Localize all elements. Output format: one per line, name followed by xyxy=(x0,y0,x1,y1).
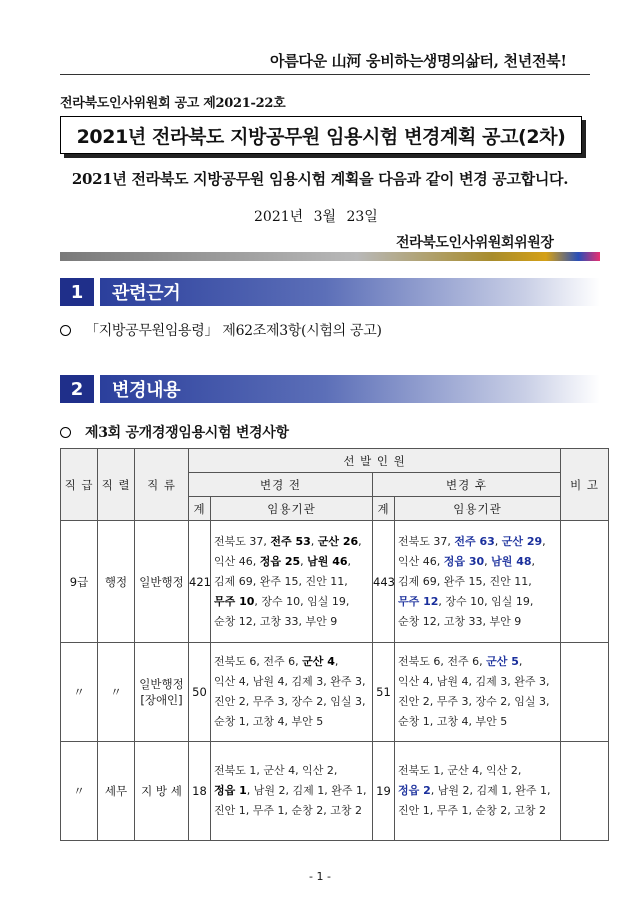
agency-text: , xyxy=(300,554,308,568)
agency-line xyxy=(398,781,557,801)
row-remarks xyxy=(561,521,609,643)
section-2-bar xyxy=(100,375,600,403)
agency-text: 순창 12, 고창 33, 부안 9 xyxy=(214,614,338,628)
table-row xyxy=(61,521,609,643)
row-after-agencies xyxy=(395,521,561,643)
row-before-total: 18 xyxy=(189,742,211,841)
agency-line xyxy=(398,712,557,732)
agency-text: , xyxy=(542,534,546,548)
row-after-total: 51 xyxy=(373,643,395,742)
section-2-header xyxy=(60,375,600,403)
agency-text: , 남원 2, 김제 1, 완주 1, xyxy=(430,784,551,797)
agency-line xyxy=(214,692,369,712)
changed-agency-count: 군산 4 xyxy=(302,655,335,668)
agency-line xyxy=(214,712,369,732)
row-before-total: 50 xyxy=(189,643,211,742)
circle-bullet-icon xyxy=(60,325,71,336)
notice-number: 전라북도인사위원회 공고 제2021-22호 xyxy=(60,96,286,111)
row-series: 세무 xyxy=(98,742,135,841)
row-grade: 〃 xyxy=(61,742,98,841)
agency-text: 순창 12, 고창 33, 부안 9 xyxy=(398,614,522,628)
row-before-agencies xyxy=(211,643,373,742)
changed-agency-count: 정읍 25 xyxy=(259,554,301,568)
agency-line xyxy=(398,652,557,672)
agency-line xyxy=(398,552,557,572)
agency-text: 전북도 6, 전주 6, xyxy=(214,655,303,668)
agency-text: 순창 1, 고창 4, 부안 5 xyxy=(214,715,324,728)
agency-text: 진안 1, 무주 1, 순창 2, 고창 2 xyxy=(214,804,362,817)
agency-text: 진안 1, 무주 1, 순창 2, 고창 2 xyxy=(398,804,546,817)
agency-line xyxy=(214,532,369,552)
agency-line xyxy=(214,781,369,801)
agency-line xyxy=(214,572,369,592)
slogan: 아름다운 山河 웅비하는생명의삶터, 천년전북! xyxy=(270,52,567,70)
agency-line xyxy=(214,761,369,781)
document-title: 2021년 전라북도 지방공무원 임용시험 변경계획 공고(2차) xyxy=(76,125,566,148)
agency-line xyxy=(398,532,557,552)
section-1-header xyxy=(60,278,600,306)
changed-agency-count: 정읍 30 xyxy=(443,554,485,568)
changed-agency-count: 남원 46 xyxy=(307,554,348,568)
row-category-text: 지 방 세 xyxy=(141,784,182,798)
agency-line xyxy=(398,672,557,692)
header-rule xyxy=(60,74,590,75)
header-after-agency: 임용기관 xyxy=(395,497,561,521)
agency-line xyxy=(398,761,557,781)
agency-line xyxy=(214,612,369,632)
changed-agency-count: 군산 29 xyxy=(501,534,543,548)
row-category-text: 일반행정 xyxy=(139,677,184,691)
agency-text: 익산 46, xyxy=(398,554,444,568)
changed-agency-count: 남원 48 xyxy=(491,554,532,568)
agency-text: , xyxy=(494,534,502,548)
agency-text: , xyxy=(531,554,536,568)
agency-text: , 장수 10, 임실 19, xyxy=(254,594,350,608)
header-grade: 직 급 xyxy=(61,449,98,521)
changed-agency-count: 군산 26 xyxy=(317,534,359,548)
row-after-total: 19 xyxy=(373,742,395,841)
row-category xyxy=(135,643,189,742)
row-series: 행정 xyxy=(98,521,135,643)
header-remarks: 비 고 xyxy=(561,449,609,521)
changes-table xyxy=(60,448,609,841)
agency-text: 진안 2, 무주 3, 장수 2, 임실 3, xyxy=(398,695,550,708)
title-box xyxy=(60,116,582,154)
agency-text: 전북도 37, xyxy=(214,534,271,548)
row-after-total: 443 xyxy=(373,521,395,643)
agency-text: 김제 69, 완주 15, 진안 11, xyxy=(398,574,532,588)
changed-agency-count: 정읍 2 xyxy=(398,784,431,797)
section-1-title: 관련근거 xyxy=(112,283,181,304)
agency-text: 익산 4, 남원 4, 김제 3, 완주 3, xyxy=(214,675,366,688)
row-grade: 〃 xyxy=(61,643,98,742)
agency-line xyxy=(214,801,369,821)
row-before-total: 421 xyxy=(189,521,211,643)
page-number: - 1 - xyxy=(309,870,331,883)
section-1-bullet xyxy=(60,320,382,340)
changed-agency-count: 무주 12 xyxy=(398,594,439,608)
agency-text: 김제 69, 완주 15, 진안 11, xyxy=(214,574,348,588)
agency-line xyxy=(398,801,557,821)
agency-line xyxy=(398,592,557,612)
agency-text: 전북도 1, 군산 4, 익산 2, xyxy=(398,764,522,777)
agency-text: , xyxy=(334,655,339,668)
agency-text: 전북도 1, 군산 4, 익산 2, xyxy=(214,764,338,777)
row-after-agencies xyxy=(395,643,561,742)
header-after: 변경 후 xyxy=(373,473,561,497)
agency-text: 진안 2, 무주 3, 장수 2, 임실 3, xyxy=(214,695,366,708)
lead-sentence: 2021년 전라북도 지방공무원 임용시험 계획을 다음과 같이 변경 공고합니다. xyxy=(71,170,569,188)
row-category-text: 일반행정 xyxy=(139,574,184,589)
section-2-bullet xyxy=(60,422,289,442)
circle-bullet-icon xyxy=(60,427,71,438)
notice-date: 2021년 3월 23일 xyxy=(254,209,378,225)
agency-text: , 장수 10, 임실 19, xyxy=(438,594,534,608)
row-series: 〃 xyxy=(98,643,135,742)
table-row xyxy=(61,742,609,841)
agency-text: , xyxy=(518,655,523,668)
agency-text: , xyxy=(347,554,352,568)
signer: 전라북도인사위원회위원장 xyxy=(396,235,554,251)
agency-text: , 남원 2, 김제 1, 완주 1, xyxy=(246,784,367,797)
section-2-number: 2 xyxy=(60,375,94,403)
header-series: 직 렬 xyxy=(98,449,135,521)
agency-line xyxy=(398,572,557,592)
agency-line xyxy=(398,612,557,632)
changed-agency-count: 전주 53 xyxy=(270,534,311,548)
agency-line xyxy=(214,552,369,572)
agency-text: 익산 4, 남원 4, 김제 3, 완주 3, xyxy=(398,675,550,688)
agency-text: , xyxy=(310,534,318,548)
legal-basis: 「지방공무원임용령」 제62조제3항(시험의 공고) xyxy=(85,323,382,339)
changed-agency-count: 전주 63 xyxy=(454,534,495,548)
row-category-sub: [장애인] xyxy=(140,693,183,707)
row-category xyxy=(135,742,189,841)
row-remarks xyxy=(561,742,609,841)
header-before-total: 계 xyxy=(189,497,211,521)
row-grade: 9급 xyxy=(61,521,98,643)
row-before-agencies xyxy=(211,521,373,643)
section-2-title: 변경내용 xyxy=(112,380,181,401)
header-before: 변경 전 xyxy=(189,473,373,497)
change-subheading: 제3회 공개경쟁임용시험 변경사항 xyxy=(85,425,289,441)
table-row xyxy=(61,643,609,742)
header-selection: 선 발 인 원 xyxy=(189,449,561,473)
changed-agency-count: 무주 10 xyxy=(214,594,255,608)
agency-text: 익산 46, xyxy=(214,554,260,568)
row-after-agencies xyxy=(395,742,561,841)
row-remarks xyxy=(561,643,609,742)
agency-text: 전북도 37, xyxy=(398,534,455,548)
changed-agency-count: 정읍 1 xyxy=(214,784,247,797)
agency-line xyxy=(214,592,369,612)
row-before-agencies xyxy=(211,742,373,841)
agency-line xyxy=(214,652,369,672)
header-category: 직 류 xyxy=(135,449,189,521)
row-category xyxy=(135,521,189,643)
section-1-number: 1 xyxy=(60,278,94,306)
agency-text: 전북도 6, 전주 6, xyxy=(398,655,487,668)
decorative-stripe xyxy=(60,252,600,261)
header-before-agency: 임용기관 xyxy=(211,497,373,521)
agency-text: , xyxy=(358,534,362,548)
agency-text: 순창 1, 고창 4, 부안 5 xyxy=(398,715,508,728)
section-1-bar xyxy=(100,278,600,306)
agency-line xyxy=(214,672,369,692)
changed-agency-count: 군산 5 xyxy=(486,655,519,668)
header-after-total: 계 xyxy=(373,497,395,521)
agency-line xyxy=(398,692,557,712)
agency-text: , xyxy=(484,554,492,568)
